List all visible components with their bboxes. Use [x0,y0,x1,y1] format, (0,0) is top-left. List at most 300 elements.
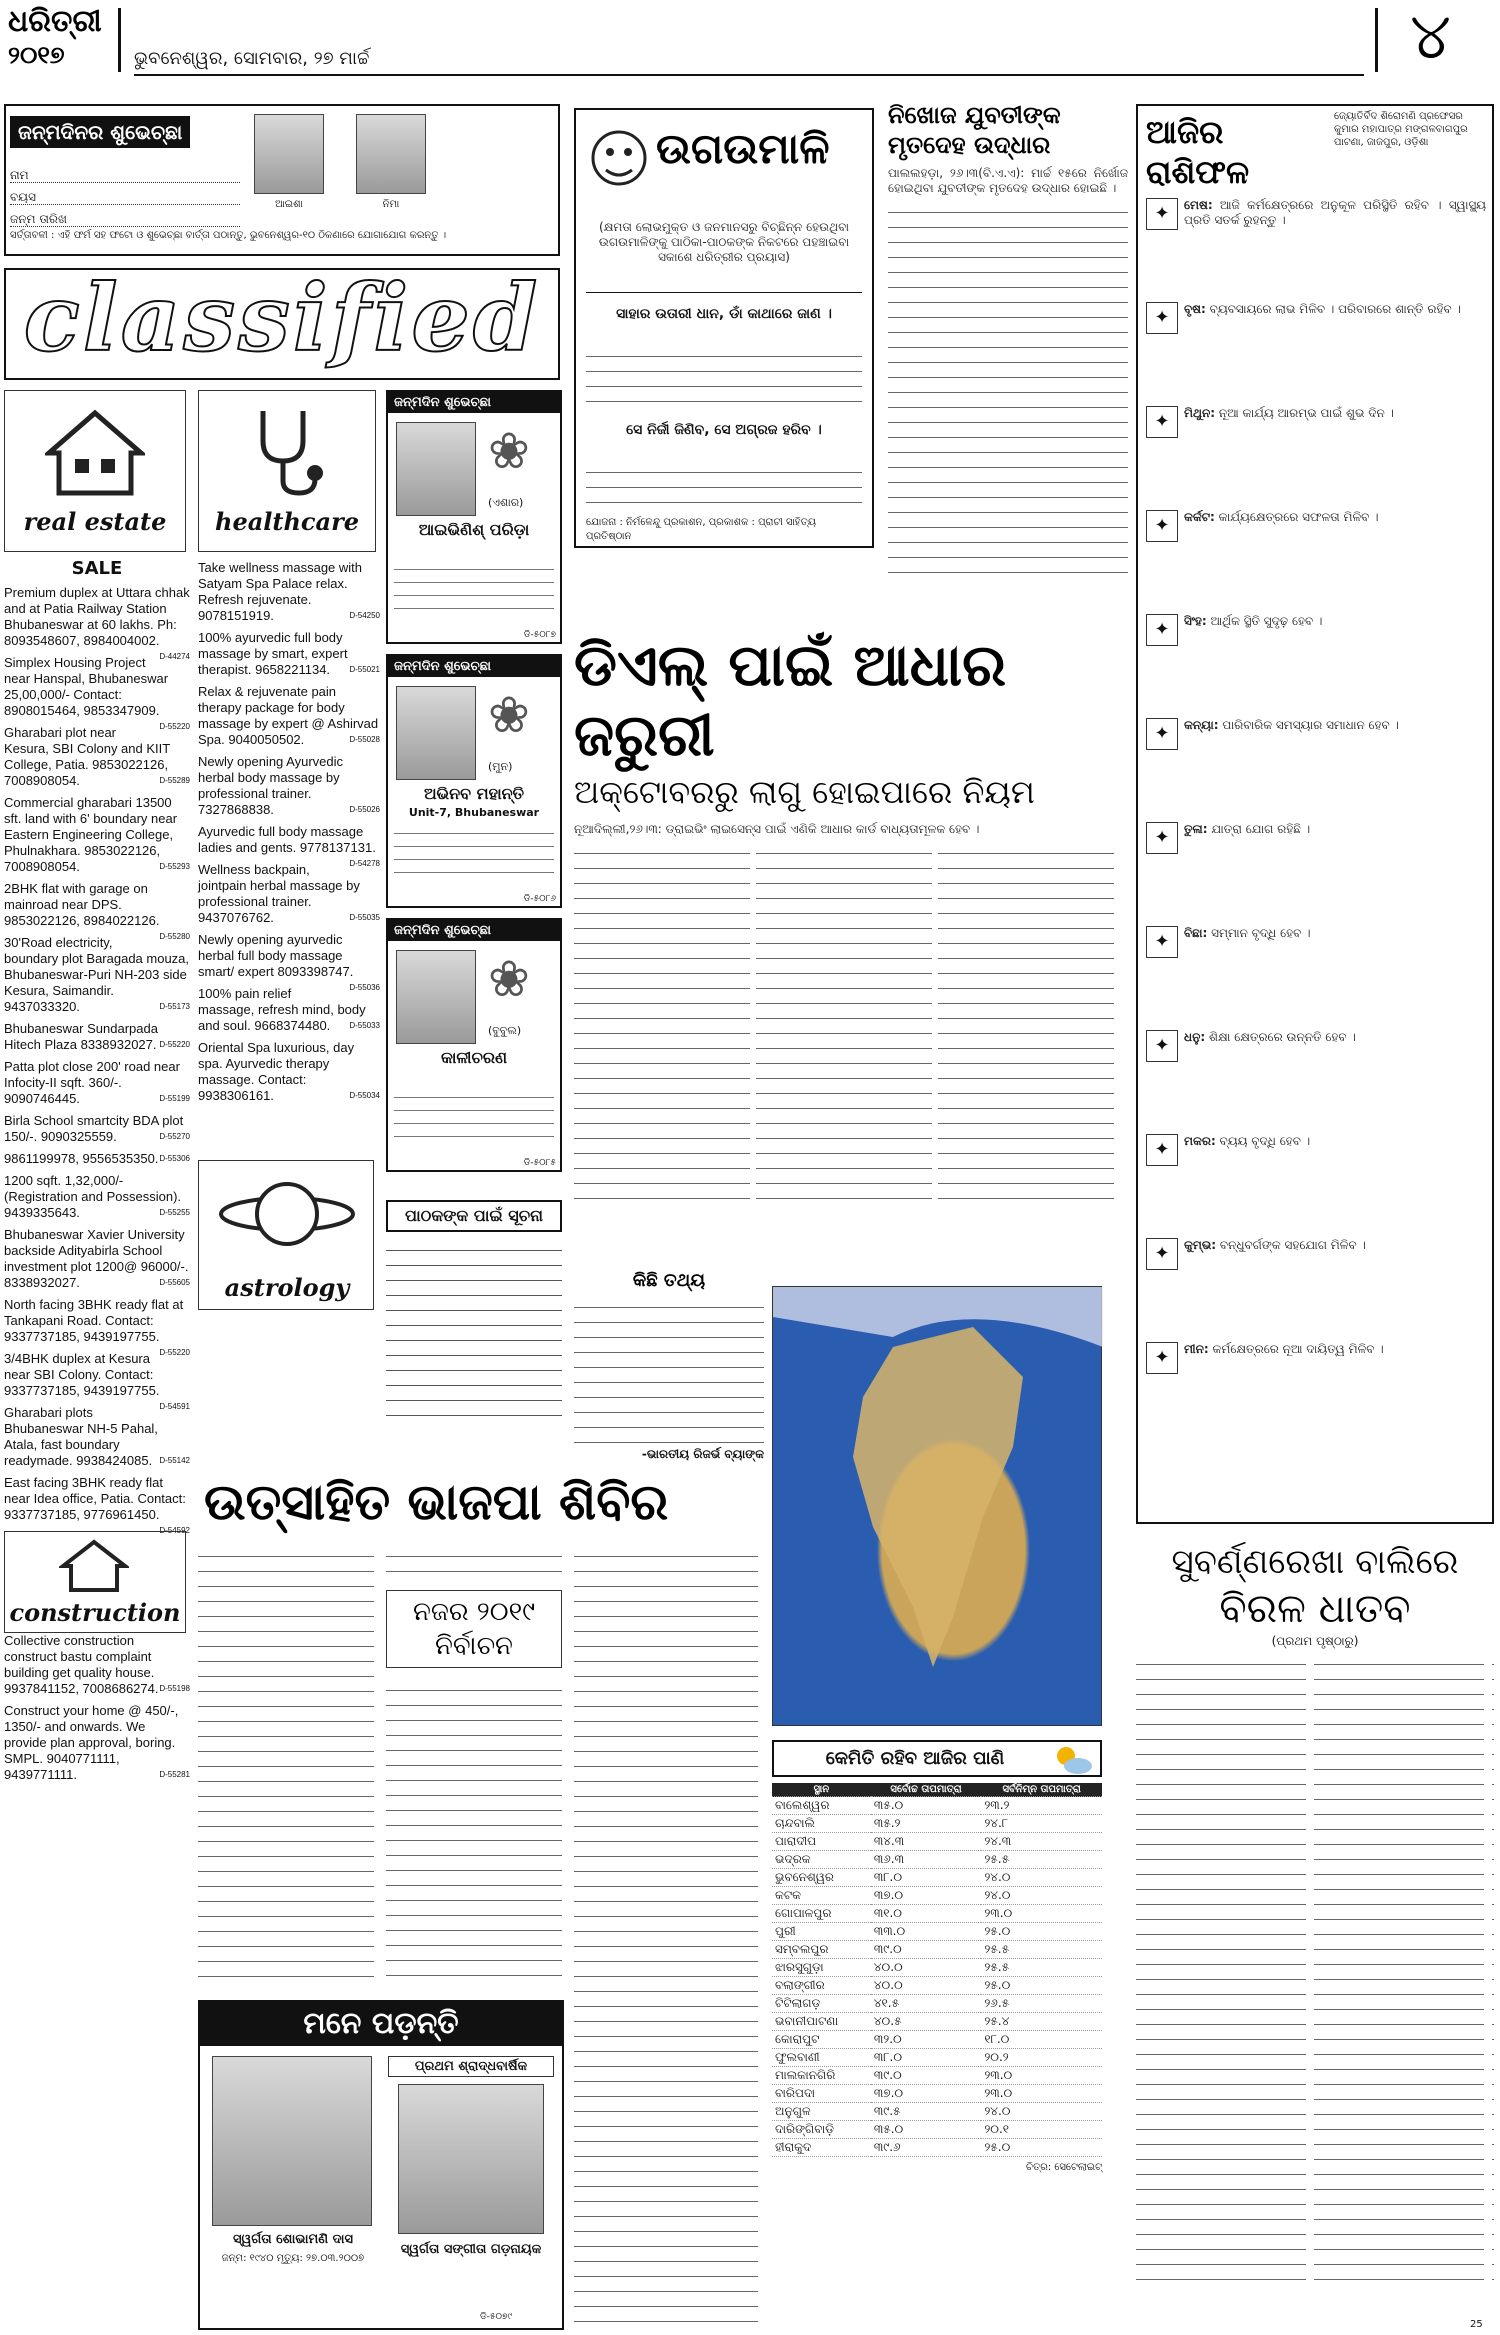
sample-photo-2 [356,114,426,194]
weather-cell: ୩୯.୦ [871,1941,982,1959]
stethoscope-icon [243,401,333,501]
facts-credit: -ଭାରତୀୟ ରିଜର୍ଭ ବ୍ୟାଙ୍କ [641,1447,764,1461]
weather-row [772,1887,1102,1905]
birthday-wish-message [394,824,554,884]
birthday-wish-photo [396,686,476,780]
horoscope-astrologer: ଜ୍ୟୋତିର୍ବିଦ ଶିରୋମଣି ପ୍ରଫେସର କୁମାର ମହାପାତ୍ର ମଙ୍ଗଳବାଗପୁର ପାଟଣା, ଜାଜପୁର, ଓଡ଼ିଶା [1334,111,1468,148]
real-estate-ad-code: D-55199 [159,1094,190,1103]
weather-cell: ୨୫.୦ [981,2139,1102,2157]
sale-heading: SALE [71,558,123,579]
real-estate-ad-text: Gharabari plot near Kesura, SBI Colony and KIIT College, Patia. 9853022126, 7008908054. [4,725,170,788]
weather-cell: ୨୩.୨ [981,1797,1102,1815]
horoscope-sign-text: ବ୍ୟୟ ବୃଦ୍ଧି ହେବ । [1215,1134,1311,1148]
weather-cell: ୪୦.୦ [871,1977,982,1995]
bjp-story-col3 [574,1546,758,2326]
subarnarekha-headline-1: ସୁବର୍ଣ୍ଣରେଖା ବାଲିରେ [1171,1542,1459,1582]
memorial-name-1: ସ୍ୱର୍ଗତା ଶୋଭାମଣି ଦାସ [233,2232,353,2247]
birthday-wish-name: ଆଇଭିଣିଶ୍ ପରିଡ଼ା [418,520,530,539]
horoscope-sign-name: ତୁଳା: [1184,822,1208,836]
classified-banner [4,268,560,380]
zodiac-icon: ✦ [1146,510,1178,542]
weather-cell: କଟକ [772,1887,871,1905]
real-estate-ad [4,1297,190,1357]
facts-box [574,1270,764,1480]
real-estate-ad [4,881,190,941]
subarnarekha-subhead: (ପ୍ରଥମ ପୃଷ୍ଠାରୁ) [1271,1634,1359,1648]
horoscope-sign-name: ବିଛା: [1184,926,1208,940]
healthcare-ad-text: Ayurvedic full body massage ladies and gents. 9778137131. [198,824,376,855]
weather-cell: ବଲାଙ୍ଗୀର [772,1977,871,1995]
bjp-story-subhead: ନଜର ୨୦୧୯ ନିର୍ବାଚନ [386,1590,562,1668]
zodiac-icon: ✦ [1146,1134,1178,1166]
weather-row [772,2049,1102,2067]
horoscope-sign-text: କାର୍ଯ୍ୟକ୍ଷେତ୍ରରେ ସଫଳତା ମିଳିବ । [1214,510,1379,524]
reader-notice-text [386,1240,562,1430]
planet-icon [217,1169,357,1259]
sample-name-2: ନିମା [382,199,400,210]
weather-cell: ୨୩.୦ [981,2085,1102,2103]
facts-title: କିଛି ତଥ୍ୟ [632,1270,706,1291]
weather-title: କେମିତି ରହିବ ଆଜିର ପାଣି [772,1740,1102,1777]
weather-cell: ଚାନ୍ଦବାଲି [772,1815,871,1833]
flower-icon: ❀ [488,422,530,480]
birthday-form [4,104,560,256]
weather-row [772,1941,1102,1959]
real-estate-ad [4,1173,190,1221]
horoscope-sign-text: ନୂଆ କାର୍ଯ୍ୟ ଆରମ୍ଭ ପାଇଁ ଶୁଭ ଦିନ । [1215,406,1394,420]
weather-cell: ୩୫.୨ [871,1815,982,1833]
healthcare-ad-code: D-55034 [349,1091,380,1100]
horoscope-entry [1146,926,1486,1022]
healthcare-ad-code: D-55026 [349,805,380,814]
cartoon-divider [586,292,862,293]
weather-cell: ୨୫.୫ [981,1959,1102,1977]
healthcare-column [198,390,380,1190]
real-estate-ad [4,1113,190,1145]
subarnarekha-body [1136,1654,1494,2294]
weather-cell: ୪୦.୦ [871,1959,982,1977]
healthcare-ad-text: 100% ayurvedic full body massage by smart, expert therapist. 9658221134. [198,630,348,677]
zodiac-icon: ✦ [1146,1342,1178,1374]
horoscope-sign-name: ଧନୁ: [1184,1030,1206,1044]
weather-cell: ୩୫.୦ [871,1797,982,1815]
dateline: ଭୁବନେଶ୍ୱର, ସୋମବାର, ୨୭ ମାର୍ଚ୍ଚ [134,48,370,69]
healthcare-ad-text: Newly opening Ayurvedic herbal body massage by professional trainer. 7327868838. [198,754,344,817]
memorial-dates-1: ଜନ୍ମ: ୧୯୪୦ ମୃତ୍ୟୁ: ୨୭.୦୩.୨୦୦୭ [221,2253,365,2264]
real-estate-ad-code: D-54592 [159,1526,190,1535]
weather-cell: ୨୪.୦ [981,2103,1102,2121]
cartoon-credit: ଯୋଜନା : ନିର୍ମଳେନ୍ଦୁ ପ୍ରକାଶନ, ପ୍ରକାଶକ : ପ୍ରାଚୀ ସାହିତ୍ୟ ପ୍ରତିଷ୍ଠାନ [586,517,816,542]
real-estate-ad-code: D-55173 [159,1002,190,1011]
horoscope-sign-text: ସମ୍ମାନ ବୃଦ୍ଧି ହେବ । [1207,926,1311,940]
birthday-wish-nick: (ଏଶାର) [488,496,524,509]
real-estate-header [4,390,186,552]
zodiac-icon: ✦ [1146,822,1178,854]
birthday-wish-nick: (ମୁନ) [488,760,513,773]
weather-cell: ଭବାନୀପାଟଣା [772,2013,871,2031]
real-estate-ad-code: D-55220 [159,722,190,731]
construction-ad-text: Collective construction construct bastu complaint building get quality house. 9937841152, 7008686274. [4,1633,159,1696]
real-estate-ad [4,1227,190,1291]
weather-row [772,1905,1102,1923]
healthcare-ad-text: Wellness backpain, jointpain herbal massage by professional trainer. 9437076762. [198,862,360,925]
weather-cell: ୩୧.୦ [871,1905,982,1923]
weather-cell: ୩୩.୦ [871,1923,982,1941]
weather-cell: ୪୧.୫ [871,1995,982,2013]
healthcare-ad [198,630,380,678]
healthcare-ad [198,560,380,624]
weather-cell: ୨୪.୩ [981,1833,1102,1851]
birthday-wish-nick: (ବୁବୁଲ) [488,1024,522,1037]
real-estate-ad-text: East facing 3BHK ready flat near Idea office, Patia. Contact: 9337737185, 9776961450. [4,1475,186,1522]
real-estate-ad [4,935,190,1015]
weather-row [772,2103,1102,2121]
weather-table [772,1783,1102,2157]
horoscope-entry [1146,822,1486,918]
weather-cell: ୩୮.୦ [871,2049,982,2067]
sample-photo-1 [254,114,324,194]
zodiac-icon: ✦ [1146,1030,1178,1062]
healthcare-ad [198,824,380,868]
memorial-name-2: ସ୍ୱର୍ଗତା ସଙ୍ଗୀତା ଗଡ଼ନାୟକ [400,2242,542,2257]
weather-cell: ୨୫.୪ [981,2013,1102,2031]
real-estate-ad-text: Birla School smartcity BDA plot 150/-. 9090325559. [4,1113,184,1144]
healthcare-ad-code: D-54278 [349,859,380,868]
cartoon-title: ଉଗଉମାଳି [656,124,830,173]
body-story-headline: ନିଖୋଜ ଯୁବତୀଙ୍କ ମୃତଦେହ ଉଦ୍ଧାର [888,100,1061,159]
facts-text [574,1297,764,1447]
birthday-wish-title: ଜନ୍ମଦିନ ଶୁଭେଚ୍ଛା [388,920,560,941]
weather-cell: ୨୩.୦ [981,2067,1102,2085]
main-story [574,630,1114,1190]
healthcare-ad-text: Oriental Spa luxurious, day spa. Ayurvedic therapy massage. Contact: 9938306161. [198,1040,355,1103]
weather-row [772,1977,1102,1995]
weather-cell: ୩୬.୩ [871,1851,982,1869]
birthday-field-age: ବୟସ [10,190,240,205]
zodiac-icon: ✦ [1146,926,1178,958]
real-estate-ad-text: 2BHK flat with garage on mainroad near DPS. 9853022126, 8984022126. [4,881,160,928]
india-map-icon [773,1287,1103,1727]
birthday-wish-code: ଡି-୫୦୮୫ [523,1158,556,1168]
body-story [888,100,1128,620]
horoscope-sign-name: କୁମ୍ଭ: [1184,1238,1217,1252]
sun-cloud-icon [1050,1742,1094,1778]
horoscope-sign-text: ବ୍ୟବସାୟରେ ଲାଭ ମିଳିବ । ପରିବାରରେ ଶାନ୍ତି ରହିବ । [1205,302,1461,316]
reader-notice-title: ପାଠକଙ୍କ ପାଇଁ ସୂଚନା [386,1200,562,1232]
cartoon-box [574,108,874,548]
birthday-wish-card [386,654,562,908]
weather-cell: କୋରାପୁଟ [772,2031,871,2049]
bjp-story-col2 [386,1546,562,1586]
weather-cell: ଗୋପାଳପୁର [772,1905,871,1923]
zodiac-icon: ✦ [1146,614,1178,646]
weather-cell: ଟିଟିଲାଗଡ଼ [772,1995,871,2013]
real-estate-label: real estate [23,507,167,536]
cartoon-text-1 [586,346,862,410]
birthday-wish-name: ଅଭିନବ ମହାନ୍ତି [423,784,525,803]
healthcare-label: healthcare [215,507,359,536]
weather-cell: ୨୫.୫ [981,1941,1102,1959]
healthcare-ad-text: Relax & rejuvenate pain therapy package for body massage by expert @ Ashirvad Spa. 9040050502. [198,684,379,747]
weather-cell: ୩୭.୦ [871,1887,982,1905]
weather-cell: ୨୦.୧ [981,2121,1102,2139]
horoscope-sign-text: ଆର୍ଥିକ ସ୍ଥିତି ସୁଦୃଢ଼ ହେବ । [1206,614,1323,628]
birthday-wish-title: ଜନ୍ମଦିନ ଶୁଭେଚ୍ଛା [388,392,560,413]
real-estate-ad-text: 3/4BHK duplex at Kesura near SBI Colony. Contact: 9337737185, 9439197755. [4,1351,160,1398]
horoscope-sign-name: ସିଂହ: [1184,614,1207,628]
main-story-headline: ଡିଏଲ୍ ପାଇଁ ଆଧାର ଜରୁରୀ [574,631,1007,769]
real-estate-ad-code: D-44274 [159,652,190,661]
bjp-story-headline: ଉତ୍ସାହିତ ଭାଜପା ଶିବିର [204,1472,669,1531]
memorial-title: ମନେ ପଡ଼ନ୍ତି [200,2002,562,2046]
weather-row [772,1995,1102,2013]
weather-row [772,2031,1102,2049]
real-estate-ad [4,585,190,661]
weather-cell: ଅନୁଗୁଳ [772,2103,871,2121]
real-estate-ad-code: D-55293 [159,862,190,871]
horoscope-entry [1146,718,1486,814]
real-estate-ad-code: D-55605 [159,1278,190,1287]
memorial-photo-1 [212,2056,372,2226]
healthcare-ad-code: D-55033 [349,1021,380,1030]
weather-row [772,1833,1102,1851]
weather-cell: ଭଦ୍ରକ [772,1851,871,1869]
birthday-wish-photo [396,422,476,516]
real-estate-ad-code: D-54591 [159,1402,190,1411]
horoscope-sign-name: ମୀନ: [1184,1342,1209,1356]
horoscope-sign-name: ମକର: [1184,1134,1216,1148]
weather-cell: ଦାରିଙ୍ଗିବାଡ଼ି [772,2121,871,2139]
healthcare-ads [198,560,380,1104]
satellite-map [772,1286,1102,1726]
cartoon-text-2 [586,462,862,506]
horoscope-sign-text: ପାରିବାରିକ ସମସ୍ୟାର ସମାଧାନ ହେବ । [1218,718,1399,732]
horoscope-sign-name: ବୃଷ: [1184,302,1206,316]
healthcare-ad [198,932,380,992]
real-estate-ads [4,585,190,1783]
reader-notice [386,1200,562,1440]
real-estate-ad-text: Simplex Housing Project near Hanspal, Bhubaneswar 25,00,000/- Contact: 8908015464, 9853347909. [4,655,169,718]
horoscope-sign-text: କର୍ମକ୍ଷେତ୍ରରେ ନୂଆ ଦାୟିତ୍ୱ ମିଳିବ । [1208,1342,1384,1356]
horoscope-entry [1146,510,1486,606]
sample-name-1: ଆଇଶା [275,199,303,210]
horoscope-sign-name: କନ୍ୟା: [1184,718,1219,732]
weather-row [772,1851,1102,1869]
healthcare-ad-code: D-55035 [349,913,380,922]
weather-cell: ୨୩.୦ [981,1905,1102,1923]
birthday-wish-name: କାଳୀଚରଣ [440,1048,508,1067]
weather-cell: ୨୬.୫ [981,1995,1102,2013]
real-estate-ad-text: 9861199978, 9556535350. [4,1151,159,1166]
healthcare-header [198,390,376,552]
real-estate-ad-text: Commercial gharabari 13500 sft. land with 6' boundary near Eastern Engineering College, Phulnakhara. 9853022126, 7008908054. [4,795,178,874]
weather-cell: ୨୪.୮ [981,1815,1102,1833]
bjp-story-col2b [386,1680,562,1980]
weather-cell: ୩୮.୦ [871,1869,982,1887]
page-number: ୪ [1410,0,1452,74]
healthcare-ad-text: Take wellness massage with Satyam Spa Palace relax. Refresh rejuvenate. 9078151919. [198,560,363,623]
weather-column-header: ସର୍ବନିମ୍ନ ତାପମାତ୍ରା [981,1783,1102,1797]
birthday-wish-card [386,918,562,1172]
weather-row [772,2139,1102,2157]
horoscope-entry [1146,302,1486,398]
flower-icon: ❀ [488,950,530,1008]
horoscope-sign-text: ଶିକ୍ଷା କ୍ଷେତ୍ରରେ ଉନ୍ନତି ହେବ । [1205,1030,1356,1044]
horoscope-entry [1146,198,1486,294]
memorial-code: ଡି-୫୦୭୯ [480,2312,513,2322]
healthcare-ad [198,684,380,748]
cartoon-verse-2: ସେ ନିର୍ଜୀ ଜିଣିବ, ସେ ଅଗ୍ରଜ ହରିବ । [626,422,822,438]
weather-cell: ୩୫.୦ [871,2121,982,2139]
weather-row [772,1923,1102,1941]
weather-cell: ୩୯.୫ [871,2103,982,2121]
zodiac-icon: ✦ [1146,406,1178,438]
subarnarekha-headline-2: ବିରଳ ଧାତବ [1219,1586,1411,1632]
weather-cell: ୩୪.୩ [871,1833,982,1851]
birthday-field-name: ନାମ [10,168,240,183]
birthday-wish-message [394,560,554,620]
horoscope-entry [1146,406,1486,502]
real-estate-ad-text: Premium duplex at Uttara chhak and at Patia Railway Station Bhubaneswar at 60 lakhs. Ph: 8093548607, 8984004002. [4,585,190,648]
real-estate-ad-text: 1200 sqft. 1,32,000/- (Registration and Possession). 9439335643. [4,1173,182,1220]
zodiac-icon: ✦ [1146,1238,1178,1270]
birthday-wish-code: ଡି-୫୦୮୭ [523,630,556,640]
weather-credit: ଚିତ୍ର: ସେଟେଲାଇଟ୍ [1026,2162,1102,2173]
birthday-wish-sub: Unit-7, Bhubaneswar [408,806,540,819]
healthcare-ad-code: D-55036 [349,983,380,992]
cartoon-caption: (କ୍ଷମତା ଲୋଭମୁକ୍ତ ଓ ଜନମାନସରୁ ବିଚ୍ଛିନ୍ନ ହେଉଥିବା ଉଗଉମାଳିଙ୍କୁ ପାଠିକା-ପାଠକଙ୍କ ନିକଟରେ ପହଞ୍ଚାଇବା ସକାଶେ ଧରିତ୍ରୀର ପ୍ରୟାସ) [598,220,850,264]
weather-cell: ଭୁବନେଶ୍ୱର [772,1869,871,1887]
weather-cell: ୨୪.୦ [981,1869,1102,1887]
real-estate-ad-text: Gharabari plots Bhubaneswar NH-5 Pahal, Atala, fast boundary readymade. 9938424085. [4,1405,158,1468]
weather-cell: ୧୮.୦ [981,2031,1102,2049]
construction-house-icon [59,1538,129,1594]
construction-header [4,1531,186,1633]
real-estate-ad-text: Bhubaneswar Sundarpada Hitech Plaza 8338932027. [4,1021,158,1052]
weather-row [772,2121,1102,2139]
construction-ad-code: D-55281 [159,1770,190,1779]
page-num-divider [1375,8,1378,72]
horoscope-sign-name: ମିଥୁନ: [1184,406,1216,420]
body-story-text [888,202,1128,582]
construction-ad-text: Construct your home @ 450/-, 1350/- and onwards. We provide plan approval, boring. SMPL. 9040771111, 9439771111. [4,1703,179,1782]
weather-row [772,1959,1102,1977]
horoscope-entry [1146,1238,1486,1334]
birthday-form-title: ଜନ୍ମଦିନର ଶୁଭେଚ୍ଛା [10,116,190,148]
footer-page-number: 25 [1470,2319,1483,2330]
classified-title: classified [23,268,541,372]
weather-cell: ଝାରସୁଗୁଡ଼ା [772,1959,871,1977]
birthday-wish-title: ଜନ୍ମଦିନ ଶୁଭେଚ୍ଛା [388,656,560,677]
construction-ad [4,1633,190,1697]
weather-cell: ସମ୍ବଲପୁର [772,1941,871,1959]
real-estate-ad [4,1059,190,1107]
weather-row [772,1797,1102,1815]
healthcare-ad-text: 100% pain relief massage, refresh mind, body and soul. 9668374480. [198,986,366,1033]
zodiac-icon: ✦ [1146,302,1178,334]
weather-cell: ମାଲକାନଗିରି [772,2067,871,2085]
weather-cell: ୨୦.୨ [981,2049,1102,2067]
real-estate-ad-code: D-55220 [159,1040,190,1049]
healthcare-ad-code: D-55028 [349,735,380,744]
horoscope-entry [1146,614,1486,710]
real-estate-ad-text: 30'Road electricity, boundary plot Baragada mouza, Bhubaneswar-Puri NH-203 side Kesura, Saimandir. 9437033320. [4,935,190,1014]
weather-column-header: ସର୍ବୋଚ୍ଚ ତାପମାତ୍ରା [871,1783,982,1797]
real-estate-ad-code: D-55289 [159,776,190,785]
weather-cell: ୨୪.୦ [981,1887,1102,1905]
zodiac-icon: ✦ [1146,198,1178,230]
construction-ad [4,1703,190,1783]
real-estate-ad-code: D-55280 [159,932,190,941]
paper-name: ଧରିତ୍ରୀ [8,4,102,39]
horoscope-sign-text: ଯାତ୍ରା ଯୋଗ ରହିଛି । [1207,822,1311,836]
weather-cell: ପୁରୀ [772,1923,871,1941]
real-estate-ad-text: Bhubaneswar Xavier University backside Adityabirla School investment plot 1200@ 96000/-. 8338932027. [4,1227,189,1290]
horoscope-entry [1146,1342,1486,1438]
healthcare-ad [198,1040,380,1104]
weather-cell: ୩୭.୦ [871,2085,982,2103]
masthead-year: ୨୦୧୭ [8,40,65,69]
horoscope-entry [1146,1134,1486,1230]
real-estate-ad-code: D-55270 [159,1132,190,1141]
real-estate-ad [4,1021,190,1053]
real-estate-ad-code: D-55220 [159,1348,190,1357]
weather-row [772,1869,1102,1887]
healthcare-ad [198,754,380,818]
astrology-header [198,1160,374,1310]
birthday-wishes [386,390,562,1180]
healthcare-ad-text: Newly opening ayurvedic herbal full body massage smart/ expert 8093398747. [198,932,354,979]
birthday-wish-photo [396,950,476,1044]
weather-cell: ବାଲେଶ୍ୱର [772,1797,871,1815]
masthead [0,0,1500,80]
horoscope-title: ଆଜିର ରାଶିଫଳ [1146,113,1250,191]
birthday-wish-message [394,1088,554,1148]
real-estate-ad [4,1475,190,1535]
subarnarekha-story [1136,1540,1494,2330]
memorial-header-2: ପ୍ରଥମ ଶ୍ରାଦ୍ଧବାର୍ଷିକ [388,2056,554,2077]
horoscope-box [1136,104,1494,1524]
real-estate-ad [4,795,190,875]
masthead-rule [134,74,1364,76]
weather-cell: ୪୦.୫ [871,2013,982,2031]
bjp-story-col1 [198,1546,374,1986]
astrology-label: astrology [224,1273,350,1302]
real-estate-ad [4,1151,190,1167]
memorial-photo-2 [398,2084,544,2234]
horoscope-list [1146,198,1486,1446]
healthcare-ad-code: D-55021 [349,665,380,674]
weather-cell: ପାରାଦୀପ [772,1833,871,1851]
real-estate-ad-text: North facing 3BHK ready flat at Tankapani Road. Contact: 9337737185, 9439197755. [4,1297,184,1344]
horoscope-sign-name: କର୍କଟ: [1184,510,1215,524]
masthead-divider [118,8,121,72]
weather-row [772,2013,1102,2031]
weather-cell: ବାରିପଦା [772,2085,871,2103]
birthday-field-dob: ଜନ୍ମ ତାରିଖ [10,212,240,227]
house-icon [45,407,145,497]
birthday-form-note: ସର୍ତ୍ତାବଳୀ : ଏହି ଫର୍ମ ସହ ଫଟୋ ଓ ଶୁଭେଚ୍ଛା ବାର୍ତ୍ତା ପଠାନ୍ତୁ, ଭୁବନେଶ୍ୱର-୧୦ ଠିକଣାରେ ଯୋଗାଯୋଗ କରନ୍ତୁ । [10,230,447,241]
weather-cell: ୩୨.୦ [871,2031,982,2049]
zodiac-icon: ✦ [1146,718,1178,750]
weather-cell: ୩୯.୬ [871,2139,982,2157]
construction-label: construction [9,1598,181,1627]
main-story-body [574,843,1114,1213]
main-story-dateline: ନୂଆଦିଲ୍ଲୀ,୨୬।୩: ଡ୍ରାଇଭିଂ ଲାଇସେନ୍ସ ପାଇଁ ଏଣିକି ଆଧାର କାର୍ଡ ବାଧ୍ୟତାମୂଳକ ହେବ । [574,822,980,836]
weather-cell: ଫୁଲବାଣୀ [772,2049,871,2067]
construction-section [4,1531,190,1783]
flower-icon: ❀ [488,686,530,744]
